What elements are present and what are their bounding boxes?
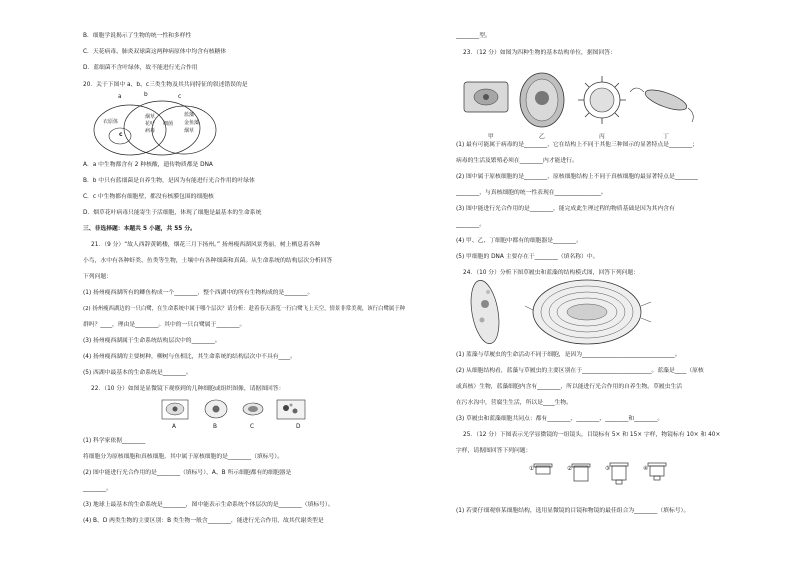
- venn-virus-label: 衣原体: [103, 119, 119, 125]
- q23-part3b: ________。: [456, 222, 485, 228]
- q20-option-b: B．b 中只有蓝细菌是自养生物，是因为有能进行光合作用的叶绿体: [83, 178, 255, 184]
- venn-mid2: 花叶: [145, 121, 156, 127]
- q24-part1: (1) 蓝藻与草履虫的生命活动不同于细胞，是因为________________________________。: [456, 352, 681, 358]
- q23-part4: (4) 甲、乙、丁细胞中都有的细胞器是________。: [456, 238, 582, 244]
- q19-option-d: D．蓝细菌不含叶绿体，故不能进行光合作用: [83, 65, 198, 71]
- q25-stem: 25．（12 分）下图表示光学显微镜的一组镜头，目镜标有 5× 和 15× 字样，物镜标有 10× 和 40×: [463, 432, 721, 438]
- q24-part2c: 在污水沟中，营腐生生活，所以是____生物。: [456, 400, 572, 406]
- venn-bacteria: 细菌: [163, 121, 174, 127]
- venn-right2: 金鱼藻: [184, 120, 200, 126]
- q20-stem: 20．关于下图中 a、b、c三类生物及其共同特征的叙述错误的是: [83, 82, 248, 88]
- q21-part4: (4) 扬州瘦西湖的主要树种，柳树与鱼相比，其生命系统的结构层次中不具有____。: [83, 354, 296, 360]
- q22-part1: (1) 科学家依据________: [83, 438, 146, 444]
- q22-part4: (4) B、D 两类生物的主要区别：B 类生物一般含________，能进行光合作用，故其代谢类型是: [83, 518, 324, 524]
- q22-continuation: ________型。: [456, 33, 491, 39]
- q25-label-4: ④: [643, 466, 649, 472]
- q22-label-c: C: [250, 424, 255, 430]
- venn-label-a: a: [118, 94, 122, 100]
- q21-part2a: (2) 扬州瘦西湖边的一只白鹭，在生命系统中属于哪个层次？请分析：趁着春天游览一行白鹭飞上天空，情景非常美观，该行白鹭属于种: [83, 306, 406, 312]
- q25-label-2: ②: [567, 466, 573, 472]
- q21-part3: (3) 扬州瘦西湖属于生命系统结构层次中的________。: [83, 338, 221, 344]
- q22-cell-figures: [160, 397, 320, 423]
- q23-label-jia: 甲: [488, 134, 494, 140]
- q23-part2b: ________，与真核细胞的统一性表现在________________。: [456, 190, 607, 196]
- venn-label-c: c: [178, 94, 182, 100]
- q23-label-yi: 乙: [539, 134, 545, 140]
- q24-part2: (2) 从细胞结构看，蓝藻与草履虫的主要区别在于________________________。蓝藻是____（原核: [456, 368, 704, 374]
- q22-label-d: D: [296, 424, 301, 430]
- q21-stem-line1: 21．（9 分）“故人西辞黄鹤楼，烟花三月下扬州。” 扬州瘦西湖风景秀丽，树上栖息着各种: [91, 242, 321, 248]
- q23-label-bing: 丙: [599, 134, 605, 140]
- venn-right1: 蓝藻: [184, 112, 195, 118]
- q22-label-b: B: [213, 424, 217, 430]
- q22-stem: 22．（10 分）如图是显微镜下观察到的几种细胞或组织图像，请据图回答：: [91, 386, 285, 392]
- q22-part2b: ________。: [83, 486, 112, 492]
- venn-right3: 烟草: [184, 128, 195, 134]
- venn-label-b: b: [144, 92, 148, 98]
- q21-part5: (5) 西湖中最基本的生命系统是________。: [83, 370, 192, 376]
- q23-part1: (1) 最有可能属于病毒的是________，它在结构上不同于其他三种图示的显著特点是________；: [456, 142, 698, 148]
- q20-option-a: A．a 中生物都含有 2 种核酸，遗传物质都是 DNA: [83, 162, 213, 168]
- q23-part2: (2) 图中属于原核细胞的是________，原核细胞结构上不同于真核细胞的最显著特点是________: [456, 174, 698, 180]
- q21-part1: (1) 扬州瘦西湖所有的鲫鱼构成一个________，整个西湖中的所有生物构成的是________。: [83, 290, 314, 296]
- q23-part3: (3) 图中能进行光合作用的是________，能完成此生理过程的物质基础是因为其内含有: [456, 206, 675, 212]
- q23-part1b: 病毒的生活及繁殖必须在________内才能进行。: [456, 158, 578, 164]
- q25-stem2: 字样，请据图回答下列问题：: [456, 448, 532, 454]
- q22-label-a: A: [172, 424, 176, 430]
- venn-mid1: 烟草: [145, 114, 156, 120]
- q23-part5: (5) 甲细胞的 DNA 主要存在于________（填名称）中。: [456, 254, 599, 260]
- q20-option-d: D．烟草花叶病毒只能寄生于活细胞，体现了细胞是最基本的生命系统: [83, 210, 262, 216]
- q23-stem: 23．（12 分）如图为四种生物的基本结构单位，据图回答：: [463, 50, 616, 56]
- q23-organism-figures: [460, 70, 700, 132]
- q22-part3: (3) 地球上最基本的生命系统是________，图中能表示生命系统个体层次的是________（填标号）。: [83, 502, 334, 508]
- q21-stem-line3: 下列问题：: [83, 274, 112, 280]
- q21-stem-line2: 小鸟，水中有各种虾类、鱼类等生物，土壤中有各种细菌和真菌。从生命系统的结构层次分析回答: [83, 258, 333, 264]
- q24-part2b: 或真核）生物，蓝藻细胞内含有________，所以能进行光合作用的自养生物。草履虫生活: [456, 384, 683, 390]
- q21-part2b: 群吗？____，理由是________。其中的一只白鹭属于________。: [83, 322, 246, 328]
- section-heading: 三、非选择题：本题共 5 小题，共 55 分。: [83, 226, 196, 232]
- venn-c-inner: c: [119, 131, 123, 138]
- q25-label-3: ③: [605, 466, 611, 472]
- q19-option-c: C．天花病毒、肺炎双球菌这两种病原体中均含有核糖体: [83, 49, 227, 55]
- venn-mid3: 病毒: [145, 128, 156, 134]
- q24-stem: 24．（10 分）分析下图草履虫和蓝藻的结构模式图，回答下列问题：: [463, 270, 640, 276]
- q24-paramecium-cyanobacteria: [455, 276, 655, 348]
- q25-part1: (1) 若要仔细观察某细胞结构，选用显微镜的目镜和物镜的最佳组合为________（填标号）。: [456, 508, 690, 514]
- q20-option-c: C．c 中生物都有细胞壁，都没有核膜包围的细胞核: [83, 194, 214, 200]
- q20-venn-diagram: [92, 94, 222, 159]
- q24-part3: (3) 草履虫和蓝藻细胞共同点：都有________、________、________和________。: [456, 416, 664, 422]
- q19-option-b: B．细胞学说揭示了生物的统一性和多样性: [83, 33, 192, 39]
- q22-part2: (2) 图中能进行光合作用的是________（填标号），A、B 所示细胞都有的细胞器是: [83, 470, 292, 476]
- q23-label-ding: 丁: [663, 134, 669, 140]
- q22-part1b: 将细胞分为原核细胞和真核细胞，其中属于原核细胞的是________（填标号）。: [83, 454, 283, 460]
- q25-label-1: ①: [529, 466, 535, 472]
